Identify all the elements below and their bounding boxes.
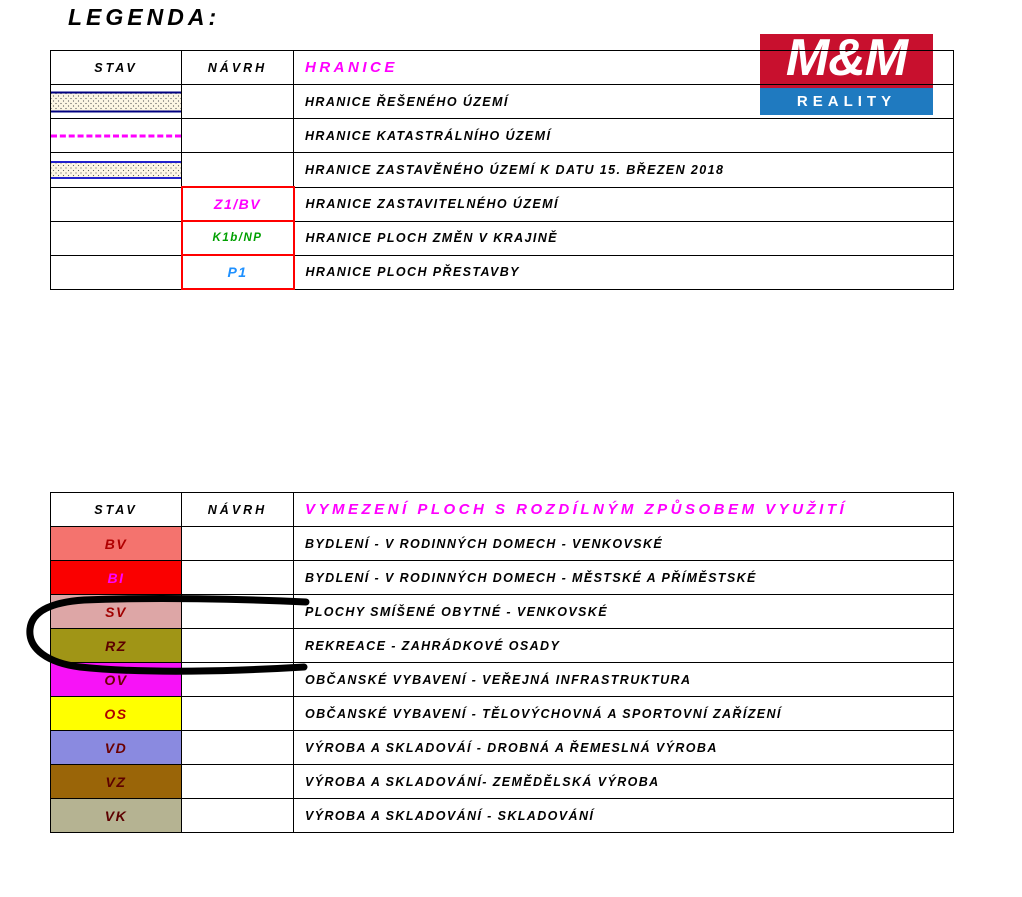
table-row bbox=[51, 663, 954, 697]
navrh-empty bbox=[182, 765, 294, 799]
table-row bbox=[51, 187, 954, 221]
table-row bbox=[51, 119, 954, 153]
header-navrh: NÁVRH bbox=[182, 51, 294, 85]
stav-code-ov: OV bbox=[51, 663, 182, 697]
stav-code-vz: VZ bbox=[51, 765, 182, 799]
navrh-empty bbox=[182, 663, 294, 697]
row-label: PLOCHY SMÍŠENÉ OBYTNÉ - VENKOVSKÉ bbox=[294, 595, 954, 629]
blue-double-line-icon bbox=[51, 153, 181, 187]
header-stav: STAV bbox=[51, 51, 182, 85]
table-row bbox=[51, 527, 954, 561]
legend-table-plochy bbox=[50, 492, 954, 833]
header-section-hranice: HRANICE bbox=[294, 51, 954, 85]
table-row bbox=[51, 85, 954, 119]
header-navrh: NÁVRH bbox=[182, 493, 294, 527]
table-row bbox=[51, 595, 954, 629]
stav-empty bbox=[51, 187, 182, 221]
magenta-dashed-line-icon bbox=[51, 119, 181, 152]
navrh-pattern-bv bbox=[182, 527, 294, 561]
swatch-hranice-katastralniho-uzemi bbox=[51, 119, 182, 153]
header-stav: STAV bbox=[51, 493, 182, 527]
table-row bbox=[51, 221, 954, 255]
row-label: HRANICE KATASTRÁLNÍHO ÚZEMÍ bbox=[294, 119, 954, 153]
table-row bbox=[51, 697, 954, 731]
stav-empty bbox=[51, 221, 182, 255]
stav-code-vd: VD bbox=[51, 731, 182, 765]
table-row bbox=[51, 153, 954, 188]
row-label: VÝROBA A SKLADOVÁNÍ - SKLADOVÁNÍ bbox=[294, 799, 954, 833]
stav-code-rz: RZ bbox=[51, 629, 182, 663]
stav-code-os: OS bbox=[51, 697, 182, 731]
stav-code-vk: VK bbox=[51, 799, 182, 833]
navrh-pattern-sv bbox=[182, 595, 294, 629]
row-label: BYDLENÍ - V RODINNÝCH DOMECH - MĚSTSKÉ A PŘÍMĚSTSKÉ bbox=[294, 561, 954, 595]
stav-code-bv: BV bbox=[51, 527, 182, 561]
swatch-hranice-zastaveneho-uzemi bbox=[51, 153, 182, 188]
row-label: HRANICE ZASTAVĚNÉHO ÚZEMÍ K DATU 15. BŘEZEN 2018 bbox=[294, 153, 954, 188]
row-label: OBČANSKÉ VYBAVENÍ - TĚLOVÝCHOVNÁ A SPORTOVNÍ ZAŘÍZENÍ bbox=[294, 697, 954, 731]
table-row bbox=[51, 629, 954, 663]
row-label: HRANICE PLOCH ZMĚN V KRAJINĚ bbox=[294, 221, 954, 255]
row-label: HRANICE ŘEŠENÉHO ÚZEMÍ bbox=[294, 85, 954, 119]
table-row bbox=[51, 561, 954, 595]
row-label: OBČANSKÉ VYBAVENÍ - VEŘEJNÁ INFRASTRUKTURA bbox=[294, 663, 954, 697]
navrh-pattern-os bbox=[182, 697, 294, 731]
table-header-row bbox=[51, 51, 954, 85]
navrh-code-p1: P1 bbox=[182, 255, 294, 289]
navrh-pattern-vk bbox=[182, 799, 294, 833]
navrh-empty bbox=[182, 731, 294, 765]
stav-empty bbox=[51, 255, 182, 289]
table-header-row bbox=[51, 493, 954, 527]
row-label: REKREACE - ZAHRÁDKOVÉ OSADY bbox=[294, 629, 954, 663]
stav-code-bi: BI bbox=[51, 561, 182, 595]
table-row bbox=[51, 765, 954, 799]
row-label: VÝROBA A SKLADOVÁNÍ- ZEMĚDĚLSKÁ VÝROBA bbox=[294, 765, 954, 799]
logo-brand-text: M&M bbox=[785, 34, 908, 87]
legend-table-hranice bbox=[50, 50, 954, 290]
row-label: HRANICE PLOCH PŘESTAVBY bbox=[294, 255, 954, 289]
dotted-navy-band-icon bbox=[51, 85, 181, 118]
navrh-empty bbox=[182, 629, 294, 663]
row-label: HRANICE ZASTAVITELNÉHO ÚZEMÍ bbox=[294, 187, 954, 221]
navrh-code-k1b-np: K1b/NP bbox=[182, 221, 294, 255]
stav-code-sv: SV bbox=[51, 595, 182, 629]
navrh-empty bbox=[182, 561, 294, 595]
table-row bbox=[51, 731, 954, 765]
row-label: BYDLENÍ - V RODINNÝCH DOMECH - VENKOVSKÉ bbox=[294, 527, 954, 561]
row-label: VÝROBA A SKLADOVÁÍ - DROBNÁ A ŘEMESLNÁ VÝROBA bbox=[294, 731, 954, 765]
table-row bbox=[51, 799, 954, 833]
swatch-hranice-reseneho-uzemi bbox=[51, 85, 182, 119]
navrh-empty bbox=[182, 119, 294, 153]
header-section-plochy: VYMEZENÍ PLOCH S ROZDÍLNÝM ZPŮSOBEM VYUŽITÍ bbox=[294, 493, 954, 527]
navrh-code-z1-bv: Z1/BV bbox=[182, 187, 294, 221]
page-title: LEGENDA: bbox=[68, 4, 221, 30]
table-row bbox=[51, 255, 954, 289]
logo-subtitle-text: REALITY bbox=[760, 88, 933, 115]
navrh-empty bbox=[182, 85, 294, 119]
navrh-empty bbox=[182, 153, 294, 188]
